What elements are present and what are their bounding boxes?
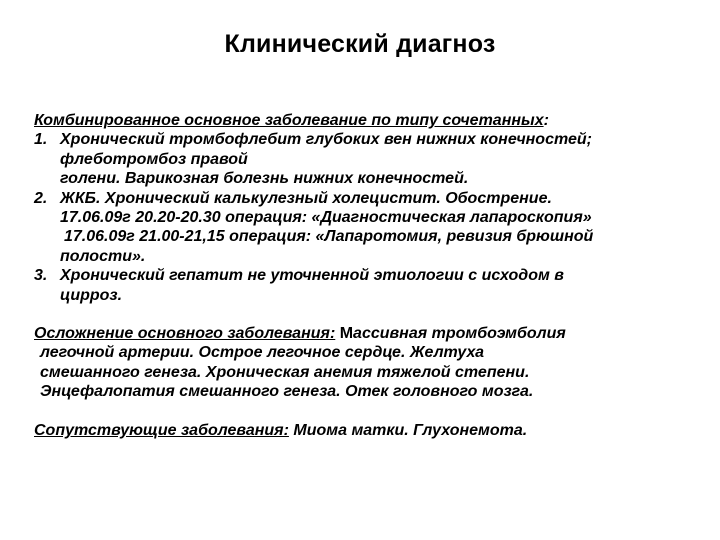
slide-title: Клинический диагноз [224, 30, 496, 58]
list-item [34, 130, 694, 149]
list-item-number: 3. [34, 267, 48, 285]
list-item-number: 2. [34, 189, 48, 207]
list-item-text: Хронический тромбофлебит глубоких вен нижних конечностей; [60, 131, 592, 149]
complication-label: Осложнение основного заболевания: [34, 325, 336, 343]
list-item-continuation: 17.06.09г 20.20-20.30 операция: «Диагностическая лапароскопия» [60, 209, 592, 227]
complication-continuation: Энцефалопатия смешанного генеза. Отек головного мозга. [40, 383, 534, 401]
list-item-continuation: цирроз. [60, 286, 123, 304]
complication-first-letter: М [335, 325, 354, 343]
list-item [34, 266, 694, 285]
list-item-text: Хронический гепатит не уточненной этиологии с исходом в [60, 267, 564, 285]
list-item-continuation: флеботромбоз правой [60, 150, 248, 168]
list-item-continuation: 17.06.09г 21.00-21,15 операция: «Лапаротомия, ревизия брюшной [64, 228, 594, 246]
list-item-text: ЖКБ. Хронический калькулезный холецистит. Обострение. [60, 189, 552, 207]
main-disease-heading [34, 111, 694, 130]
list-item-continuation: голени. Варикозная болезнь нижних конечностей. [60, 170, 469, 188]
main-disease-label: Комбинированное основное заболевание по типу сочетанных [34, 112, 544, 129]
complication-text: ассивная тромбоэмболия [353, 325, 566, 343]
list-item-number: 1. [34, 131, 48, 149]
diagnosis-body [34, 111, 694, 440]
complication-continuation: легочной артерии. Острое легочное сердце. Желтуха [40, 344, 485, 362]
complication-heading [34, 324, 694, 343]
list-item [34, 189, 694, 208]
concomitant-label: Сопутствующие заболевания: [34, 421, 289, 439]
list-item-continuation: полости». [60, 247, 146, 265]
concomitant-line [34, 421, 694, 440]
main-disease-colon: : [543, 112, 549, 129]
concomitant-text: Миома матки. Глухонемота. [288, 421, 528, 439]
complication-continuation: смешанного генеза. Хроническая анемия тяжелой степени. [40, 363, 530, 381]
spacer [34, 402, 694, 421]
spacer [34, 305, 694, 324]
